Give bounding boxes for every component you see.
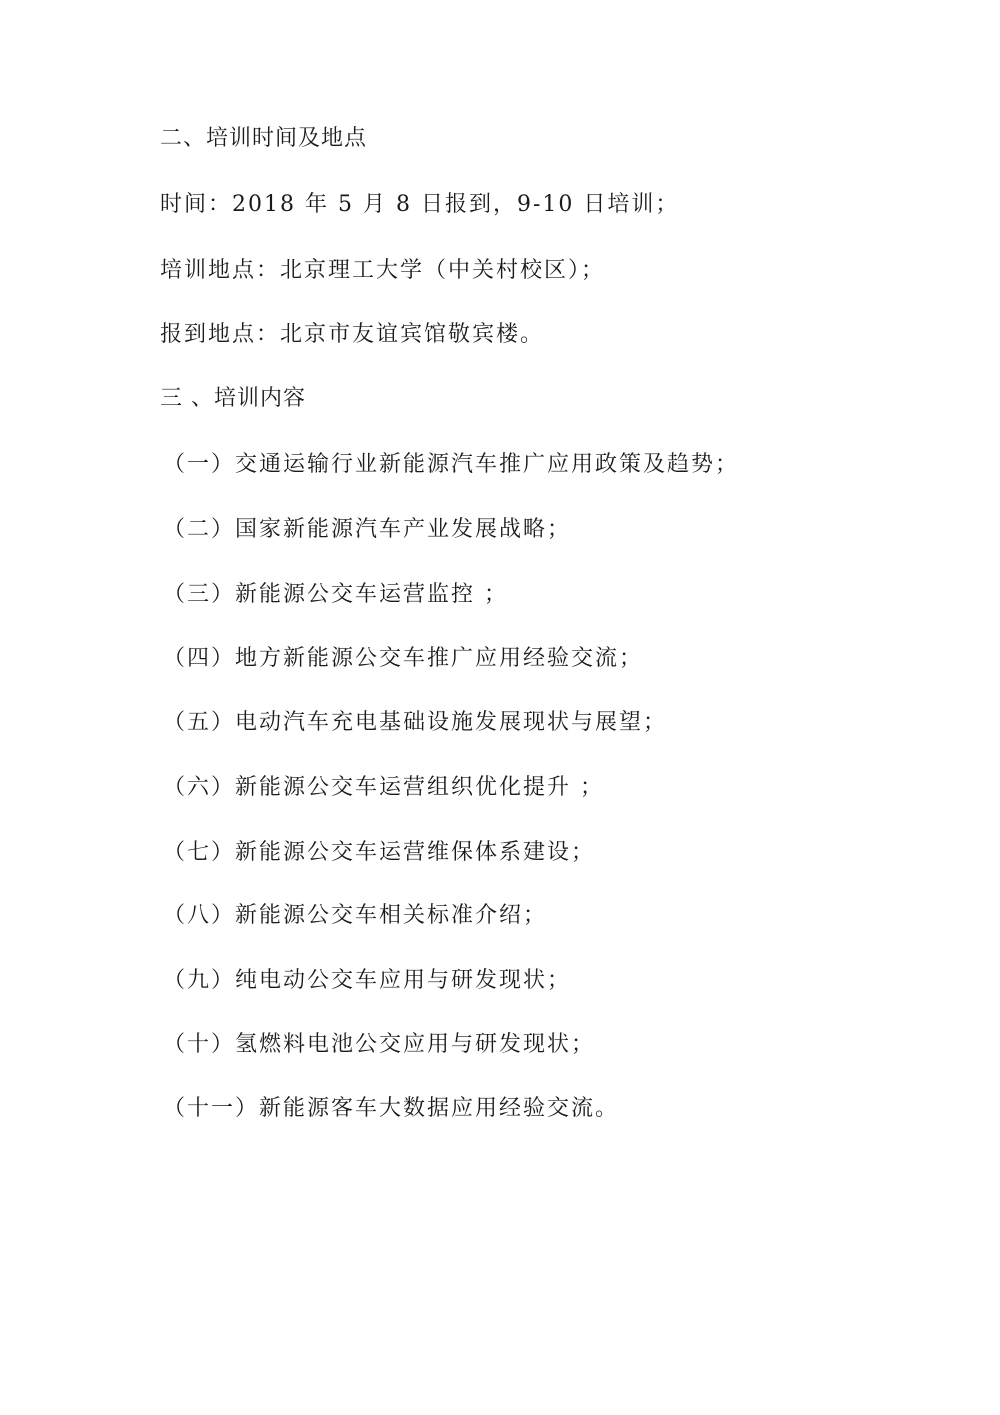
content-item-2: （二）国家新能源汽车产业发展战略； (163, 517, 572, 542)
content-item-10: （十）氢燃料电池公交应用与研发现状； (163, 1032, 596, 1057)
content-item-1: （一）交通运输行业新能源汽车推广应用政策及趋势； (163, 452, 740, 477)
content-item-4: （四）地方新能源公交车推广应用经验交流； (163, 646, 644, 671)
section-3-heading: 三 、培训内容 (160, 386, 306, 411)
content-item-7: （七）新能源公交车运营维保体系建设； (163, 840, 596, 865)
training-time: 时间：2018 年 5 月 8 日报到，9-10 日培训； (160, 192, 680, 217)
content-item-6: （六）新能源公交车运营组织优化提升 ； (163, 775, 604, 800)
training-location: 培训地点：北京理工大学（中关村校区）； (160, 258, 606, 283)
content-item-8: （八）新能源公交车相关标准介绍； (163, 903, 548, 928)
section-2-heading: 二、培训时间及地点 (160, 126, 368, 151)
content-item-11: （十一）新能源客车大数据应用经验交流。 (163, 1096, 620, 1121)
content-item-3: （三）新能源公交车运营监控 ； (163, 582, 508, 607)
registration-location: 报到地点：北京市友谊宾馆敬宾楼。 (160, 322, 545, 347)
content-item-9: （九）纯电动公交车应用与研发现状； (163, 968, 572, 993)
content-item-5: （五）电动汽车充电基础设施发展现状与展望； (163, 710, 668, 735)
